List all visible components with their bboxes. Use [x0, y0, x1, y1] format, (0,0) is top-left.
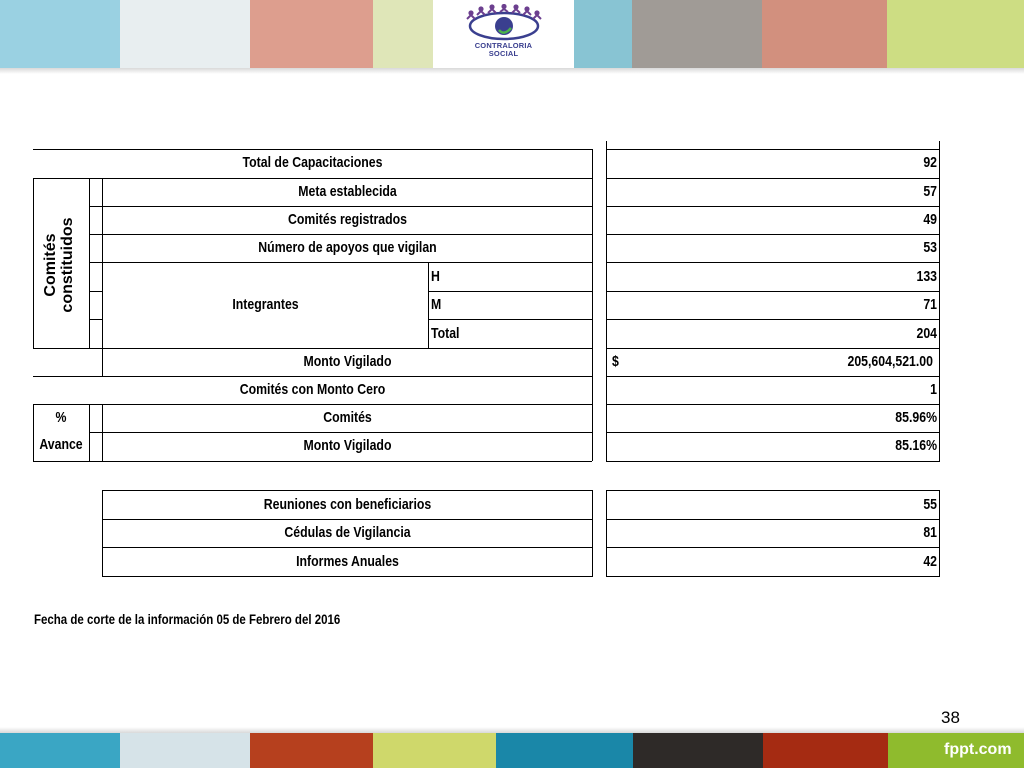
contraloria-social-logo — [433, 0, 574, 68]
integrantes-h-value: 133 — [916, 268, 937, 285]
integrantes-label: Integrantes — [232, 296, 299, 313]
logo-text-line2: SOCIAL — [488, 49, 519, 58]
integrantes-total-label: Total — [431, 325, 460, 342]
reuniones-value: 55 — [923, 496, 937, 513]
cedulas-label: Cédulas de Vigilancia — [284, 524, 411, 541]
cedulas-value: 81 — [923, 524, 937, 541]
informes-value: 42 — [923, 553, 937, 570]
informes-label: Informes Anuales — [296, 553, 399, 570]
integrantes-m-label: M — [431, 296, 442, 313]
monto-cero-value: 1 — [930, 381, 937, 398]
cutoff-date-note: Fecha de corte de la información 05 de Febrero del 2016 — [34, 611, 341, 627]
monto-cero-label: Comités con Monto Cero — [239, 381, 386, 398]
avance-comites-label: Comités — [323, 409, 372, 426]
page-number: 38 — [941, 708, 960, 727]
meta-establecida-value: 57 — [923, 183, 937, 200]
avance-percent-label: % — [55, 409, 67, 426]
integrantes-m-value: 71 — [923, 296, 937, 313]
comites-registrados-label: Comités registrados — [288, 211, 407, 228]
integrantes-total-value: 204 — [916, 325, 937, 342]
total-capacitaciones-value: 92 — [923, 154, 937, 171]
monto-vigilado-value: 205,604,521.00 — [847, 353, 933, 370]
avance-monto-label: Monto Vigilado — [303, 437, 392, 454]
meta-establecida-label: Meta establecida — [298, 183, 397, 200]
logo-text-line1: CONTRALORIA — [474, 41, 533, 50]
numero-apoyos-label: Número de apoyos que vigilan — [258, 239, 437, 256]
comites-constituidos-label: Comités constituidos — [42, 217, 76, 313]
integrantes-h-label: H — [431, 268, 440, 285]
reuniones-label: Reuniones con beneficiarios — [263, 496, 432, 513]
monto-vigilado-label: Monto Vigilado — [303, 353, 392, 370]
fppt-brand: fppt.com — [944, 741, 1012, 758]
avance-monto-value: 85.16% — [895, 437, 937, 454]
avance-label: Avance — [39, 436, 83, 453]
avance-comites-value: 85.96% — [895, 409, 937, 426]
bottom-color-band — [0, 733, 1024, 768]
eye-people-icon — [459, 4, 549, 42]
numero-apoyos-value: 53 — [923, 239, 937, 256]
total-capacitaciones-label: Total de Capacitaciones — [242, 154, 383, 171]
comites-registrados-value: 49 — [923, 211, 937, 228]
monto-currency-symbol: $ — [612, 353, 619, 370]
